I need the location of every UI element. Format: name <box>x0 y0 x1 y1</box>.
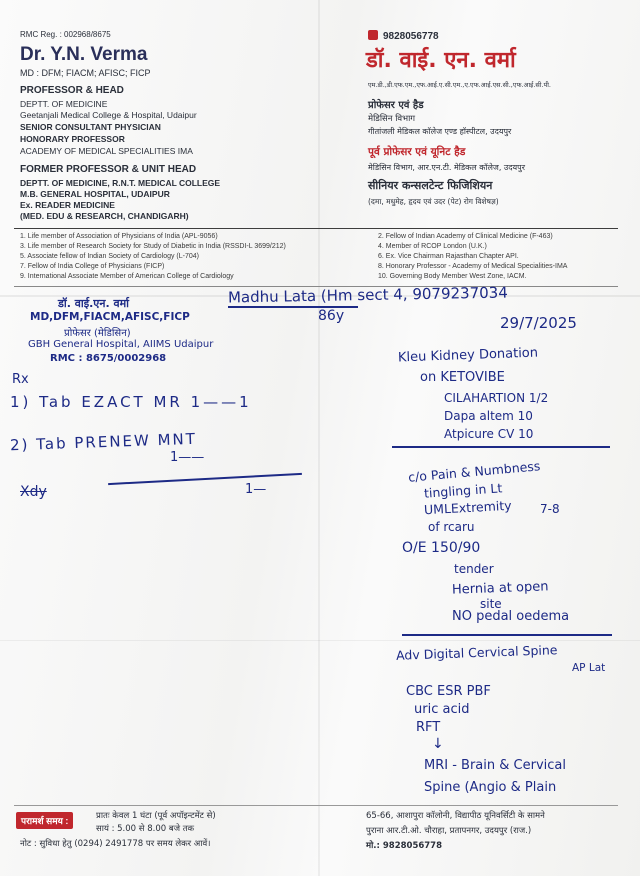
note-line: Dapa altem 10 <box>444 409 533 423</box>
title-professor: PROFESSOR & HEAD <box>20 85 124 96</box>
header-line: DEPTT. OF MEDICINE <box>20 99 108 109</box>
note-line: uric acid <box>414 702 470 717</box>
consultation-badge: परामर्श समय : <box>16 812 73 829</box>
arrow-icon: ↓ <box>432 736 444 752</box>
note-line: O/E 150/90 <box>402 540 481 556</box>
phone-icon <box>368 30 378 40</box>
patient-details: Madhu Lata (Hm sect 4, 9079237034 <box>227 283 508 307</box>
header-line-hindi: मेडिसिन विभाग, आर.एन.टी. मेडिकल कॉलेज, उदयपुर <box>368 163 525 172</box>
membership-item: 7. Fellow of India College of Physicians (FICP) <box>20 263 165 270</box>
header-line: SENIOR CONSULTANT PHYSICIAN <box>20 122 161 132</box>
stamp-degrees: MD,DFM,FIACM,AFISC,FICP <box>30 311 190 323</box>
medicine-2-dose2: 1— <box>245 482 267 497</box>
mobile-line: मो.: 9828056778 <box>366 841 443 851</box>
medicine-2: 2) Tab PRENEW MNT <box>9 429 198 455</box>
former-title-hindi: पूर्व प्रोफेसर एवं यूनिट हैड <box>368 146 466 158</box>
timing-line: प्रातः केवल 1 घंटा (पूर्व अपॉइन्टमेंट से) <box>96 811 216 821</box>
note-line: of rcaru <box>428 520 475 534</box>
divider <box>14 805 618 806</box>
note-line: Adv Digital Cervical Spine <box>395 642 558 663</box>
phone-number: 9828056778 <box>383 31 439 42</box>
section-line <box>392 446 610 448</box>
header-line: ACADEMY OF MEDICAL SPECIALITIES IMA <box>20 146 193 156</box>
note-line: Kleu Kidney Donation <box>397 345 539 366</box>
membership-item: 6. Ex. Vice Chairman Rajasthan Chapter API. <box>378 253 519 260</box>
membership-item: 3. Life member of Research Society for Study of Diabetic in India (RSSDI-L 3699/212) <box>20 243 286 250</box>
medicine-1: 1) Tab EZACT MR 1——1 <box>10 393 252 411</box>
header-line: (MED. EDU & RESEARCH, CHANDIGARH) <box>20 211 189 221</box>
paper-fold <box>318 0 320 876</box>
doctor-degrees: MD : DFM; FIACM; AFISC; FICP <box>20 68 151 78</box>
note-line: 7-8 <box>540 502 560 516</box>
doctor-name: Dr. Y.N. Verma <box>20 44 148 65</box>
stamp-name-hindi: डॉ. वाई.एन. वर्मा <box>58 297 130 310</box>
specialist-hindi: (दमा, मधुमेह, हृदय एवं उदर (पेट) रोग विशेषज्ञ) <box>368 197 499 206</box>
note-line: tender <box>454 562 494 576</box>
note-line: AP Lat <box>572 662 606 674</box>
address-line: पुराना आर.टी.ओ. चौराहा, प्रतापनगर, उदयपुर (राज.) <box>366 826 532 836</box>
stamp-title: प्रोफेसर (मेडिसिन) <box>64 328 131 339</box>
note-line: MRI - Brain & Cervical <box>424 758 566 773</box>
degrees-hindi: एम.डी.,डी.एफ.एम.,एफ.आई.ए.सी.एम.,ए.एफ.आई.एस.सी.,एफ.आई.सी.पी. <box>368 81 552 89</box>
note-line: UMLExtremity <box>423 497 512 518</box>
paper-crease <box>0 640 640 641</box>
membership-item: 10. Governing Body Member West Zone, IACM. <box>378 273 527 280</box>
signature-mark: Xdy <box>20 484 47 500</box>
title-hindi: प्रोफेसर एवं हैड <box>368 100 424 111</box>
note-line: Spine (Angio & Plain <box>424 780 557 795</box>
phone-row <box>368 30 439 42</box>
note-line: CBC ESR PBF <box>406 684 491 699</box>
note-line: site <box>480 597 502 611</box>
note-line: c/o Pain & Numbness <box>407 458 541 485</box>
membership-item: 1. Life member of Association of Physicians of India (APL-9056) <box>20 233 218 240</box>
stamp-hospital: GBH General Hospital, AIIMS Udaipur <box>28 339 214 350</box>
note-line: Atpicure CV 10 <box>444 427 534 441</box>
note-line: NO pedal oedema <box>452 609 570 624</box>
visit-date: 29/7/2025 <box>500 314 577 332</box>
membership-item: 5. Associate fellow of Indian Society of Cardiology (L-704) <box>20 253 199 260</box>
stroke-line <box>108 473 302 485</box>
membership-item: 8. Honorary Professor - Academy of Medical Specialities-IMA <box>378 263 568 270</box>
note-line: CILAHARTION 1/2 <box>444 391 549 405</box>
rx-symbol: Rx <box>12 372 29 387</box>
timing-line: सायं : 5.00 से 8.00 बजे तक <box>96 824 195 834</box>
header-line: M.B. GENERAL HOSPITAL, UDAIPUR <box>20 189 170 199</box>
header-line: Ex. READER MEDICINE <box>20 200 115 210</box>
membership-item: 9. International Associate Member of American College of Cardiology <box>20 273 234 280</box>
title-former: FORMER PROFESSOR & UNIT HEAD <box>20 164 197 175</box>
header-line: Geetanjali Medical College & Hospital, Udaipur <box>20 110 197 120</box>
stamp-rmc: RMC : 8675/0002968 <box>50 353 167 364</box>
header-line: DEPTT. OF MEDICINE, R.N.T. MEDICAL COLLEGE <box>20 178 221 188</box>
membership-item: 4. Member of RCOP London (U.K.) <box>378 243 487 250</box>
membership-item: 2. Fellow of Indian Academy of Clinical Medicine (F-463) <box>378 233 553 240</box>
address-line: 65-66, आशापुरा कॉलोनी, विद्यापीठ यूनिवर्सिटी के सामने <box>366 811 545 821</box>
divider <box>14 228 618 229</box>
note-line: tingling in Lt <box>423 480 503 501</box>
medicine-2-dose: 1—— <box>170 450 205 465</box>
note-line: on KETOVIBE <box>420 370 505 385</box>
note-line: RFT <box>416 720 441 735</box>
doctor-name-hindi: डॉ. वाई. एन. वर्मा <box>366 48 516 73</box>
header-line-hindi: गीतांजली मेडिकल कॉलेज एण्ड हॉस्पीटल, उदयपुर <box>368 127 512 136</box>
footer-note: नोट : सुविधा हेतु (0294) 2491778 पर समय लेकर आवें। <box>20 839 211 849</box>
rmc-reg: RMC Reg. : 002968/8675 <box>20 30 111 39</box>
consultant-hindi: सीनियर कन्सलटेन्ट फिजिशियन <box>368 179 493 192</box>
patient-age: 86y <box>318 308 345 324</box>
header-line-hindi: मेडिसिन विभाग <box>368 114 416 124</box>
section-line <box>402 634 612 636</box>
header-line: HONORARY PROFESSOR <box>20 134 125 144</box>
note-line: Hernia at open <box>451 579 549 598</box>
